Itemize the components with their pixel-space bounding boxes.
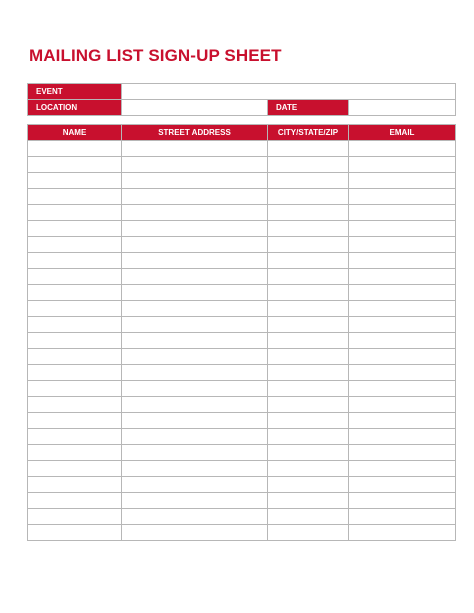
name-cell[interactable] (28, 445, 122, 461)
location-label: LOCATION (28, 100, 122, 116)
table-row (28, 397, 456, 413)
name-cell[interactable] (28, 525, 122, 541)
table-row (28, 429, 456, 445)
email-cell[interactable] (349, 189, 456, 205)
city-state-zip-cell[interactable] (268, 413, 349, 429)
city-state-zip-cell[interactable] (268, 221, 349, 237)
event-label: EVENT (28, 84, 122, 100)
street-address-cell[interactable] (122, 525, 268, 541)
street-address-cell[interactable] (122, 381, 268, 397)
city-state-zip-cell[interactable] (268, 365, 349, 381)
event-field[interactable] (122, 84, 456, 100)
city-state-zip-cell[interactable] (268, 189, 349, 205)
name-cell[interactable] (28, 317, 122, 333)
email-cell[interactable] (349, 445, 456, 461)
email-cell[interactable] (349, 381, 456, 397)
table-row (28, 349, 456, 365)
city-state-zip-cell[interactable] (268, 349, 349, 365)
table-row (28, 205, 456, 221)
event-row (28, 84, 456, 100)
name-cell[interactable] (28, 349, 122, 365)
city-state-zip-cell[interactable] (268, 381, 349, 397)
street-address-cell[interactable] (122, 333, 268, 349)
city-state-zip-cell[interactable] (268, 205, 349, 221)
street-address-cell[interactable] (122, 493, 268, 509)
email-cell[interactable] (349, 413, 456, 429)
street-address-cell[interactable] (122, 365, 268, 381)
name-cell[interactable] (28, 141, 122, 157)
email-cell[interactable] (349, 157, 456, 173)
email-cell[interactable] (349, 205, 456, 221)
email-cell[interactable] (349, 429, 456, 445)
table-row (28, 221, 456, 237)
city-state-zip-cell[interactable] (268, 253, 349, 269)
table-row (28, 253, 456, 269)
table-row (28, 413, 456, 429)
street-address-cell[interactable] (122, 253, 268, 269)
street-address-cell[interactable] (122, 141, 268, 157)
city-state-zip-cell[interactable] (268, 525, 349, 541)
location-field[interactable] (122, 100, 268, 116)
email-cell[interactable] (349, 221, 456, 237)
city-state-zip-cell[interactable] (268, 301, 349, 317)
street-address-cell[interactable] (122, 429, 268, 445)
city-state-zip-cell[interactable] (268, 237, 349, 253)
email-cell[interactable] (349, 349, 456, 365)
street-address-cell[interactable] (122, 301, 268, 317)
city-state-zip-cell[interactable] (268, 333, 349, 349)
email-cell[interactable] (349, 525, 456, 541)
email-cell[interactable] (349, 509, 456, 525)
event-info-table (27, 83, 456, 116)
city-state-zip-cell[interactable] (268, 285, 349, 301)
table-row (28, 141, 456, 157)
name-cell[interactable] (28, 237, 122, 253)
name-cell[interactable] (28, 381, 122, 397)
table-row (28, 269, 456, 285)
name-cell[interactable] (28, 157, 122, 173)
date-field[interactable] (349, 100, 456, 116)
name-cell[interactable] (28, 429, 122, 445)
header-row (28, 125, 456, 141)
city-state-zip-cell[interactable] (268, 493, 349, 509)
street-address-cell[interactable] (122, 237, 268, 253)
street-address-cell[interactable] (122, 269, 268, 285)
email-cell[interactable] (349, 253, 456, 269)
street-address-cell[interactable] (122, 509, 268, 525)
table-row (28, 317, 456, 333)
table-row (28, 461, 456, 477)
name-cell[interactable] (28, 509, 122, 525)
street-address-cell[interactable] (122, 317, 268, 333)
name-cell[interactable] (28, 285, 122, 301)
table-row (28, 365, 456, 381)
name-cell[interactable] (28, 205, 122, 221)
street-address-cell[interactable] (122, 397, 268, 413)
email-cell[interactable] (349, 285, 456, 301)
table-row (28, 285, 456, 301)
location-date-row (28, 100, 456, 116)
email-cell[interactable] (349, 317, 456, 333)
city-state-zip-cell[interactable] (268, 397, 349, 413)
date-label: DATE (268, 100, 349, 116)
city-state-zip-cell[interactable] (268, 269, 349, 285)
name-cell[interactable] (28, 461, 122, 477)
table-row (28, 189, 456, 205)
street-address-cell[interactable] (122, 285, 268, 301)
city-state-zip-cell[interactable] (268, 509, 349, 525)
table-row (28, 525, 456, 541)
email-cell[interactable] (349, 237, 456, 253)
email-cell[interactable] (349, 477, 456, 493)
city-state-zip-cell[interactable] (268, 429, 349, 445)
city-state-zip-cell[interactable] (268, 141, 349, 157)
signup-table (27, 124, 456, 541)
street-address-cell[interactable] (122, 461, 268, 477)
name-cell[interactable] (28, 173, 122, 189)
table-row (28, 381, 456, 397)
email-cell[interactable] (349, 173, 456, 189)
street-address-cell[interactable] (122, 477, 268, 493)
name-cell[interactable] (28, 333, 122, 349)
city-state-zip-cell[interactable] (268, 477, 349, 493)
street-address-cell[interactable] (122, 349, 268, 365)
name-cell[interactable] (28, 397, 122, 413)
street-address-cell[interactable] (122, 413, 268, 429)
header-email: EMAIL (349, 125, 456, 141)
city-state-zip-cell[interactable] (268, 157, 349, 173)
sheet-title: MAILING LIST SIGN-UP SHEET (29, 46, 282, 65)
email-cell[interactable] (349, 365, 456, 381)
street-address-cell[interactable] (122, 173, 268, 189)
header-street-address: STREET ADDRESS (122, 125, 268, 141)
table-row (28, 477, 456, 493)
street-address-cell[interactable] (122, 157, 268, 173)
name-cell[interactable] (28, 221, 122, 237)
table-row (28, 445, 456, 461)
signup-rows (28, 141, 456, 541)
table-row (28, 301, 456, 317)
email-cell[interactable] (349, 333, 456, 349)
name-cell[interactable] (28, 365, 122, 381)
email-cell[interactable] (349, 461, 456, 477)
street-address-cell[interactable] (122, 205, 268, 221)
name-cell[interactable] (28, 269, 122, 285)
city-state-zip-cell[interactable] (268, 461, 349, 477)
city-state-zip-cell[interactable] (268, 445, 349, 461)
name-cell[interactable] (28, 301, 122, 317)
email-cell[interactable] (349, 301, 456, 317)
header-city-state-zip: CITY/STATE/ZIP (268, 125, 349, 141)
name-cell[interactable] (28, 253, 122, 269)
name-cell[interactable] (28, 493, 122, 509)
table-row (28, 493, 456, 509)
table-row (28, 333, 456, 349)
name-cell[interactable] (28, 477, 122, 493)
email-cell[interactable] (349, 269, 456, 285)
name-cell[interactable] (28, 413, 122, 429)
header-name: NAME (28, 125, 122, 141)
street-address-cell[interactable] (122, 189, 268, 205)
city-state-zip-cell[interactable] (268, 317, 349, 333)
city-state-zip-cell[interactable] (268, 173, 349, 189)
table-row (28, 509, 456, 525)
email-cell[interactable] (349, 493, 456, 509)
table-row (28, 173, 456, 189)
street-address-cell[interactable] (122, 221, 268, 237)
table-row (28, 157, 456, 173)
email-cell[interactable] (349, 397, 456, 413)
name-cell[interactable] (28, 189, 122, 205)
street-address-cell[interactable] (122, 445, 268, 461)
email-cell[interactable] (349, 141, 456, 157)
table-row (28, 237, 456, 253)
